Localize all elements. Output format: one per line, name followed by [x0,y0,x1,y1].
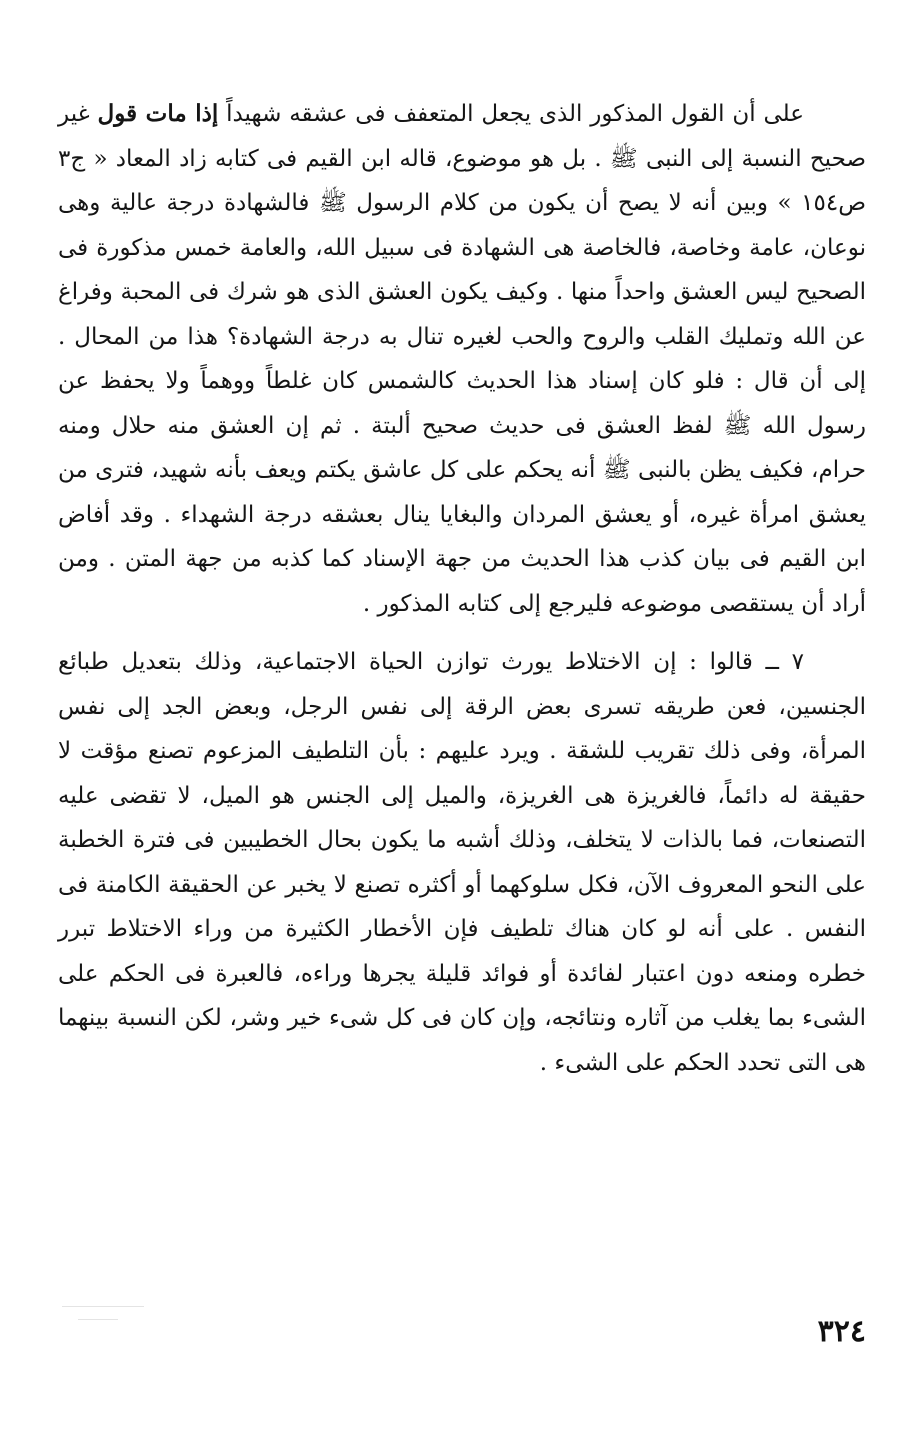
faint-bleedthrough-line [62,1306,144,1307]
faint-bleedthrough-line-short [78,1319,118,1320]
body-text [58,92,866,1085]
paragraph-2: ٧ ــ قالوا : إن الاختلاط يورث توازن الحياة الاجتماعية، وذلك بتعديل طبائع الجنسين، فعن طريقه تسرى بعض الرقة إلى نفس الرجل، وبعض الجد إلى نفس المرأة، وفى ذلك تقريب للشقة . ويرد عليهم : بأن التلطيف المزعوم تصنع مؤقت لا حقيقة له دائماً، فالغريزة هى الغريزة، والميل إلى الجنس هو الميل، لا تقضى عليه التصنعات، فما بالذات لا يتخلف، وذلك أشبه ما يكون بحال الخطيبين فى فترة الخطبة على النحو المعروف الآن، فكل سلوكهما أو أكثره تصنع لا يخبر عن الحقيقة الكامنة فى النفس . على أنه لو كان هناك تلطيف فإن الأخطار الكثيرة من وراء الاختلاط تبرر خطره ومنعه دون اعتبار لفائدة أو فوائد قليلة يجرها وراءه، فالعبرة فى الحكم على الشىء بما يغلب من آثاره ونتائجه، وإن كان فى كل شىء خير وشر، لكن النسبة بينهما هى التى تحدد الحكم على الشىء . [58,649,866,1076]
paragraph-1-rest: غير صحيح النسبة إلى النبى ﷺ . بل هو موضوع، قاله ابن القيم فى كتابه زاد المعاد « ج٣ ص١٥٤ » وبين أنه لا يصح أن يكون من كلام الرسول ﷺ فالشهادة درجة عالية وهى نوعان، عامة وخاصة، فالخاصة هى الشهادة فى سبيل الله، والعامة خمس مذكورة فى الصحيح ليس العشق واحداً منها . وكيف يكون العشق الذى هو شرك فى المحبة وفراغ عن الله وتمليك القلب والروح والحب لغيره تنال به درجة الشهادة؟ هذا من المحال . إلى أن قال : فلو كان إسناد هذا الحديث كالشمس كان غلطاً ووهماً ولا يحفظ عن رسول الله ﷺ لفظ العشق فى حديث صحيح ألبتة . ثم إن العشق منه حلال ومنه حرام، فكيف يظن بالنبى ﷺ أنه يحكم على كل عاشق يكتم ويعف بأنه شهيد، فترى من يعشق امرأة غيره، أو يعشق المردان والبغايا ينال بعشقه درجة الشهداء . وقد أفاض ابن القيم فى بيان كذب هذا الحديث من جهة الإسناد كما كذبه من جهة المتن . ومن أراد أن يستقصى موضوعه فليرجع إلى كتابه المذكور . [58,101,866,617]
paragraph-1-lead: على أن القول المذكور الذى يجعل المتعفف فى عشقه شهيداً [218,101,804,127]
paragraph-1-emphasis: إذا مات قول [97,100,219,127]
page-number: ٣٢٤ [817,1314,866,1349]
paragraph-1 [58,92,866,626]
